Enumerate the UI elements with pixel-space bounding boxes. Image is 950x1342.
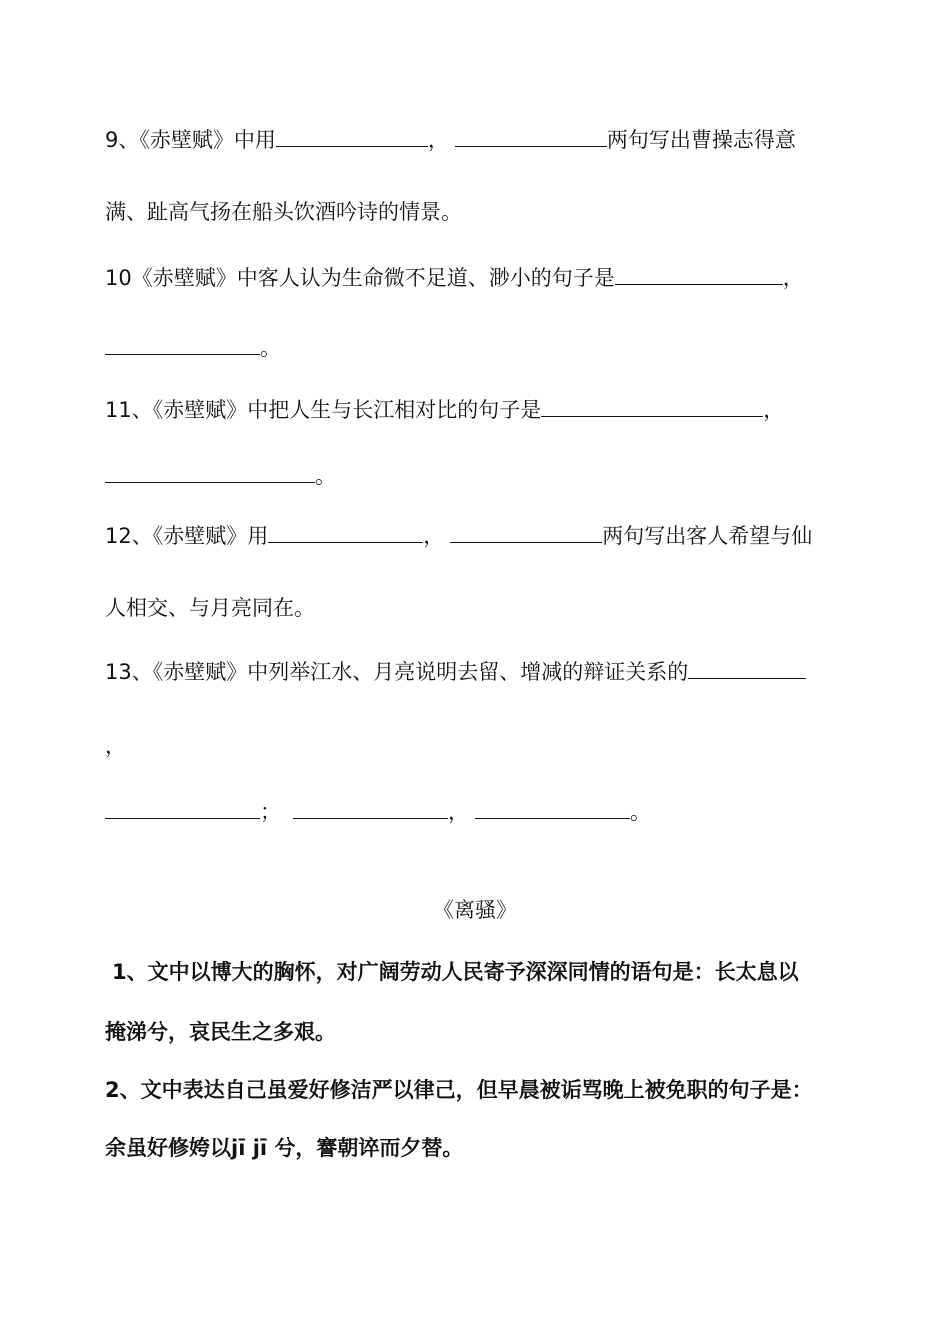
q10-end: 。 xyxy=(260,336,281,360)
q13-text-a: 13、《赤壁赋》中列举江水、月亮说明去留、增减的辩证关系的 xyxy=(105,660,689,684)
answer-blank[interactable] xyxy=(615,264,783,285)
question-13-line2 xyxy=(105,732,850,760)
q12-text-a: 12、《赤壁赋》用 xyxy=(105,524,269,548)
question-11-line1 xyxy=(105,396,850,424)
q12-separator: ， xyxy=(423,524,445,548)
lisao-item-1-line1 xyxy=(112,958,850,986)
answer-blank[interactable] xyxy=(450,522,602,543)
answer-blank[interactable] xyxy=(455,126,607,147)
q11-separator: ， xyxy=(763,398,785,422)
question-11-line2 xyxy=(105,462,850,490)
answer-blank[interactable] xyxy=(688,658,806,679)
q13-separator: ， xyxy=(448,800,469,824)
q12-text-c: 人相交、与月亮同在。 xyxy=(105,596,315,620)
answer-blank[interactable] xyxy=(105,334,260,355)
answer-blank[interactable] xyxy=(293,798,448,819)
question-10-line1 xyxy=(105,264,850,292)
q9-text-a: 9、《赤壁赋》中用 xyxy=(105,128,276,152)
q13-comma: ， xyxy=(105,734,126,758)
question-12-line1 xyxy=(105,522,850,550)
lisao-item-1-text: 1、文中以博大的胸怀，对广阔劳动人民寄予深深同情的语句是：长太息以 xyxy=(112,960,799,984)
q11-end: 。 xyxy=(315,464,336,488)
q12-text-b: 两句写出客人希望与仙 xyxy=(602,524,813,548)
q9-text-b: 两句写出曹操志得意 xyxy=(606,128,796,152)
q13-end: 。 xyxy=(630,800,651,824)
question-13-line3 xyxy=(105,798,850,826)
lisao-item-2-line2 xyxy=(105,1134,850,1162)
question-9-line2 xyxy=(105,198,850,226)
answer-blank[interactable] xyxy=(276,126,428,147)
section-title xyxy=(0,896,950,924)
answer-blank[interactable] xyxy=(105,462,315,483)
question-13-line1 xyxy=(105,658,870,686)
answer-blank[interactable] xyxy=(268,522,423,543)
q10-separator: ， xyxy=(782,266,804,290)
q11-text-a: 11、《赤壁赋》中把人生与长江相对比的句子是 xyxy=(105,398,542,422)
q13-semicolon: ； xyxy=(260,800,281,824)
q9-separator: ， xyxy=(427,128,449,152)
answer-blank[interactable] xyxy=(475,798,630,819)
answer-blank[interactable] xyxy=(105,798,260,819)
question-12-line2 xyxy=(105,594,850,622)
lisao-title: 《离骚》 xyxy=(433,898,517,922)
question-10-line2 xyxy=(105,334,850,362)
q9-text-c: 满、趾高气扬在船头饮酒吟诗的情景。 xyxy=(105,200,462,224)
answer-blank[interactable] xyxy=(541,396,763,417)
lisao-item-2-text-cont: 余虽好修姱以jī jī 兮，謇朝谇而夕替。 xyxy=(105,1136,464,1160)
lisao-item-2-text: 2、文中表达自己虽爱好修洁严以律己，但早晨被诟骂晚上被免职的句子是： xyxy=(105,1078,813,1102)
q10-text-a: 10《赤壁赋》中客人认为生命微不足道、渺小的句子是 xyxy=(105,266,615,290)
lisao-item-1-text-cont: 掩涕兮，哀民生之多艰。 xyxy=(105,1020,336,1044)
question-9-line1 xyxy=(105,126,850,154)
lisao-item-2-line1 xyxy=(105,1076,870,1104)
lisao-item-1-line2 xyxy=(105,1018,850,1046)
